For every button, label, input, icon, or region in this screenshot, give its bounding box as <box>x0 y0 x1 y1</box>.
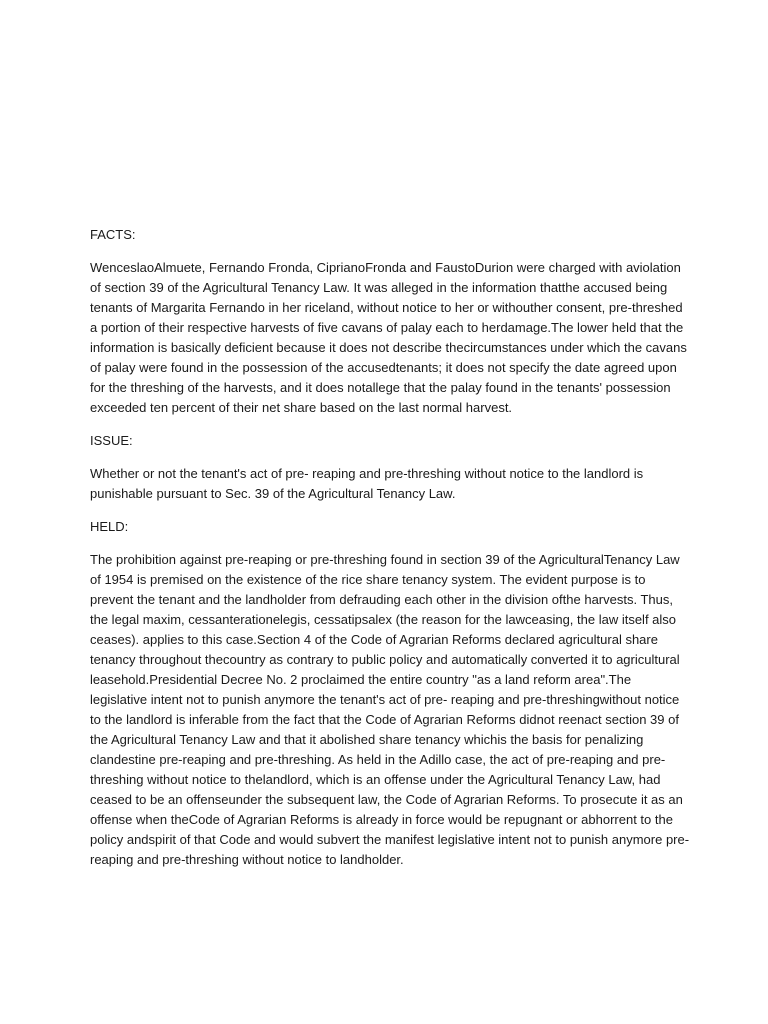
held-paragraph: The prohibition against pre-reaping or pre-threshing found in section 39 of the AgriculturalTenancy Law of 1954 is premised on the existence of the rice share tenancy system. The evident purpose is to prevent the tenant and the landholder from defrauding each other in the division ofthe harvests. Thus, the legal maxim, cessanterationelegis, cessatipsalex (the reason for the lawceasing, the law itself also ceases). applies to this case.Section 4 of the Code of Agrarian Reforms declared agricultural share tenancy throughout thecountry as contrary to public policy and automatically converted it to agricultural leasehold.Presidential Decree No. 2 proclaimed the entire country "as a land reform area".The legislative intent not to punish anymore the tenant's act of pre- reaping and pre-threshingwithout notice to the landlord is inferable from the fact that the Code of Agrarian Reforms didnot reenact section 39 of the Agricultural Tenancy Law and that it abolished share tenancy whichis the basis for penalizing clandestine pre-reaping and pre-threshing. As held in the Adillo case, the act of pre-reaping and pre-threshing without notice to thelandlord, which is an offense under the Agricultural Tenancy Law, had ceased to be an offenseunder the subsequent law, the Code of Agrarian Reforms. To prosecute it as an offense when theCode of Agrarian Reforms is already in force would be repugnant or abhorrent to the policy andspirit of that Code and would subvert the manifest legislative intent not to punish anymore pre-reaping and pre-threshing without notice to landholder. <box>90 552 690 867</box>
issue-heading: ISSUE: <box>90 433 133 448</box>
document-page <box>90 225 690 883</box>
issue-paragraph: Whether or not the tenant's act of pre- reaping and pre-threshing without notice to the landlord is punishable pursuant to Sec. 39 of the Agricultural Tenancy Law. <box>90 466 644 501</box>
facts-paragraph: WenceslaoAlmuete, Fernando Fronda, CiprianoFronda and FaustoDurion were charged with aviolation of section 39 of the Agricultural Tenancy Law. It was alleged in the information thatthe accused being tenants of Margarita Fernando in her riceland, without notice to her or withouther consent, pre-threshed a portion of their respective harvests of five cavans of palay each to herdamage.The lower held that the information is basically deficient because it does not describe thecircumstances under which the cavans of palay were found in the possession of the accusedtenants; it does not specify the date agreed upon for the threshing of the harvests, and it does notallege that the palay found in the tenants' possession exceeded ten percent of their net share based on the last normal harvest. <box>90 260 687 415</box>
facts-heading: FACTS: <box>90 227 136 242</box>
held-heading: HELD: <box>90 519 129 534</box>
